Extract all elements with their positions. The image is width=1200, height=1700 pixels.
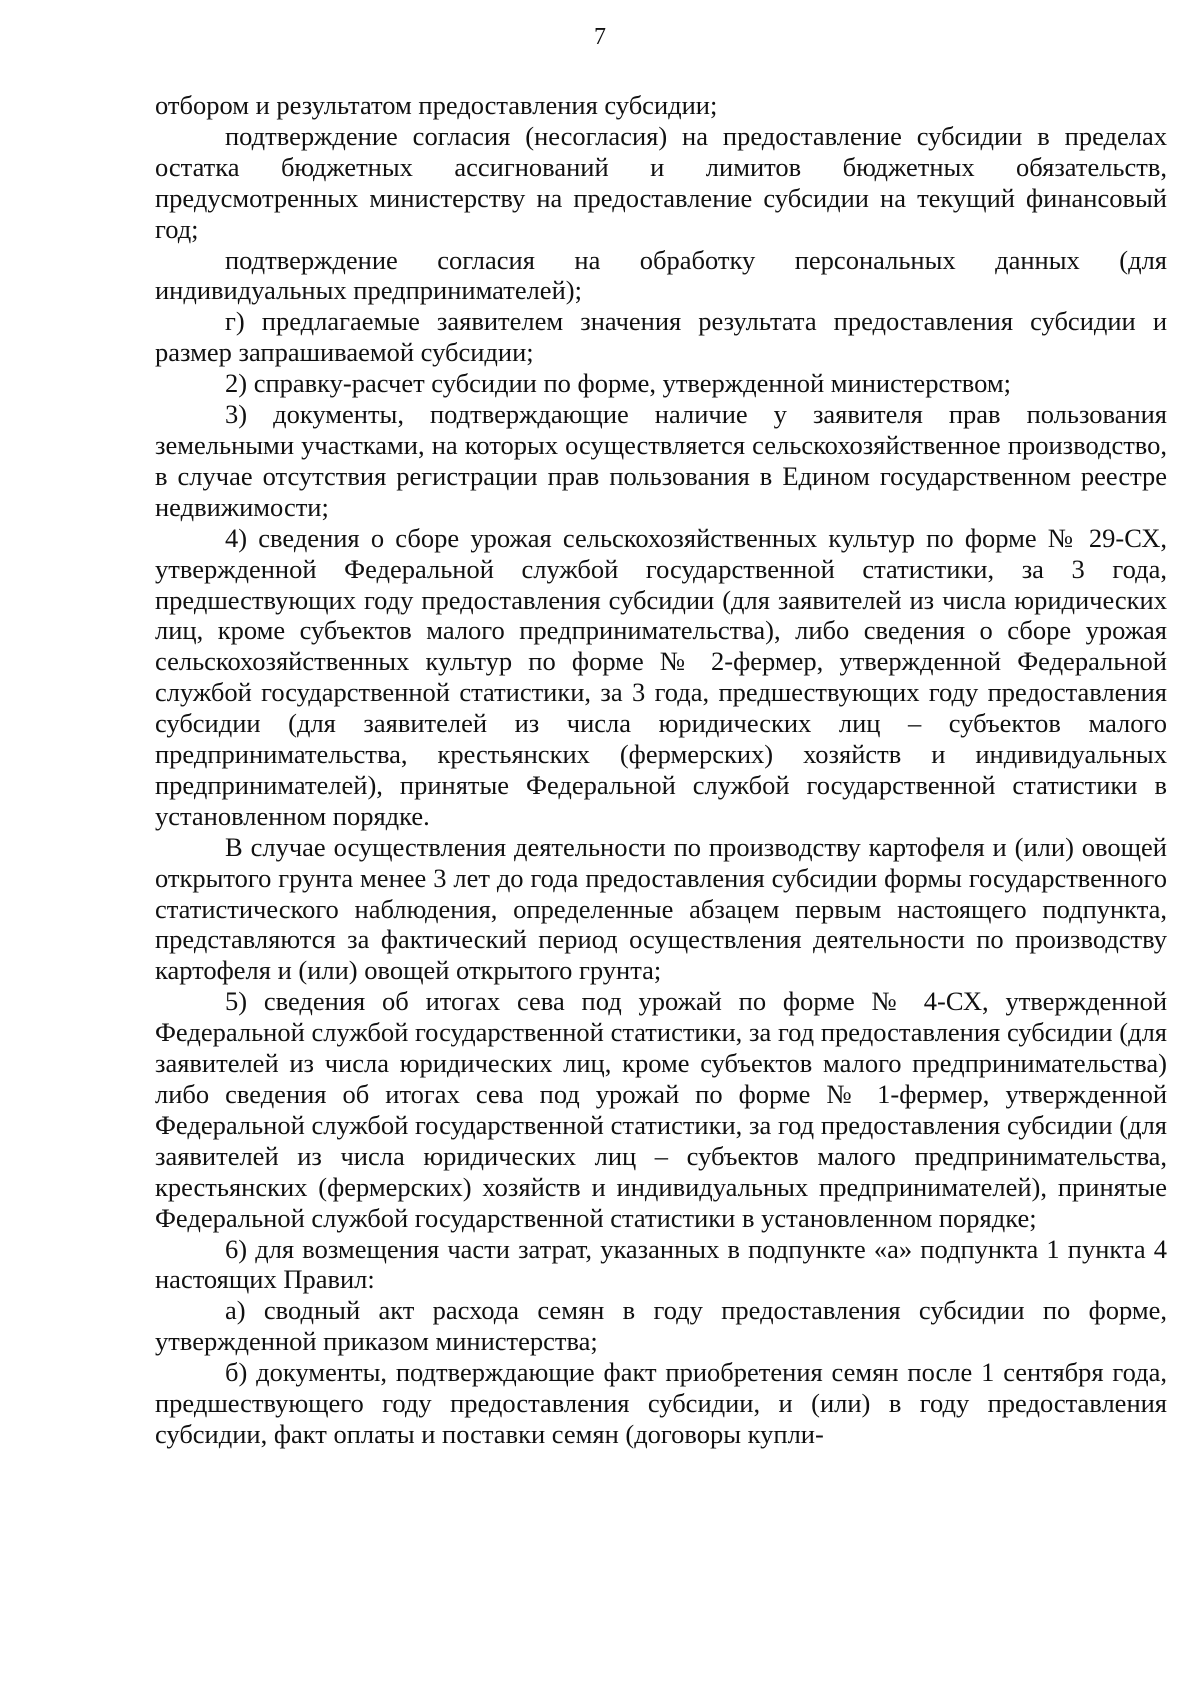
paragraph-11: а) сводный акт расхода семян в году предоставления субсидии по форме, утвержденной приказом министерства;	[155, 1295, 1167, 1357]
paragraph-5: 2) справку-расчет субсидии по форме, утвержденной министерством;	[225, 368, 1011, 399]
paragraph-9: 5) сведения об итогах сева под урожай по форме № 4-СХ, утвержденной Федеральной службой государственной статистики, за год предоставления субсидии (для заявителей из числа юридических лиц, кроме субъектов малого предпринимательства) либо сведения об итогах сева под урожай по форме № 1-фермер, утвержденной Федеральной службой государственной статистики, за год предоставления субсидии (для заявителей из числа юридических лиц – субъектов малого предпринимательства, крестьянских (фермерских) хозяйств и индивидуальных предпринимателей), принятые Федеральной службой государственной статистики в установленном порядке;	[155, 986, 1167, 1233]
paragraph-4: г) предлагаемые заявителем значения результата предоставления субсидии и размер запрашиваемой субсидии;	[155, 306, 1167, 368]
paragraph-12: б) документы, подтверждающие факт приобретения семян после 1 сентября года, предшествующего году предоставления субсидии, и (или) в году предоставления субсидии, факт оплаты и поставки семян (договоры купли-	[155, 1357, 1167, 1449]
paragraph-2: подтверждение согласия (несогласия) на предоставление субсидии в пределах остатка бюджетных ассигнований и лимитов бюджетных обязательств, предусмотренных министерству на предоставление субсидии на текущий финансовый год;	[155, 120, 1167, 244]
document-body	[155, 90, 1167, 1450]
paragraph-3: подтверждение согласия на обработку персональных данных (для индивидуальных предпринимателей);	[155, 244, 1167, 306]
paragraph-1: отбором и результатом предоставления субсидии;	[155, 90, 718, 120]
paragraph-7: 4) сведения о сборе урожая сельскохозяйственных культур по форме № 29-СХ, утвержденной Федеральной службой государственной статистики, за 3 года, предшествующих году предоставления субсидии (для заявителей из числа юридических лиц, кроме субъектов малого предпринимательства), либо сведения о сборе урожая сельскохозяйственных культур по форме № 2-фермер, утвержденной Федеральной службой государственной статистики, за 3 года, предшествующих году предоставления субсидии (для заявителей из числа юридических лиц – субъектов малого предпринимательства, крестьянских (фермерских) хозяйств и индивидуальных предпринимателей), принятые Федеральной службой государственной статистики в установленном порядке.	[155, 522, 1167, 831]
paragraph-10: 6) для возмещения части затрат, указанных в подпункте «а» подпункта 1 пункта 4 настоящих Правил:	[155, 1233, 1167, 1295]
paragraph-8: В случае осуществления деятельности по производству картофеля и (или) овощей открытого грунта менее 3 лет до года предоставления субсидии формы государственного статистического наблюдения, определенные абзацем первым настоящего подпункта, представляются за фактический период осуществления деятельности по производству картофеля и (или) овощей открытого грунта;	[155, 831, 1167, 986]
paragraph-6: 3) документы, подтверждающие наличие у заявителя прав пользования земельными участками, на которых осуществляется сельскохозяйственное производство, в случае отсутствия регистрации прав пользования в Едином государственном реестре недвижимости;	[155, 399, 1167, 522]
page-number: 7	[594, 24, 606, 50]
